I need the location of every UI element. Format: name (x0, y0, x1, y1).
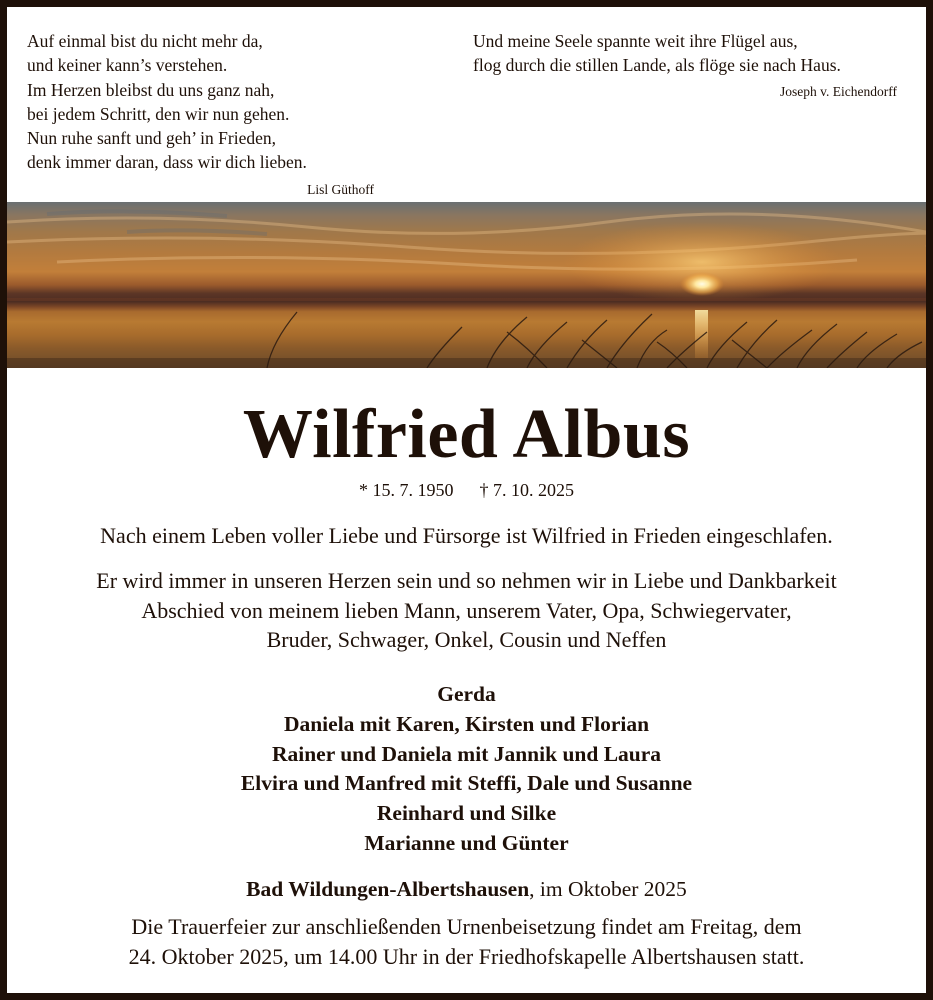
farewell-text (7, 566, 926, 655)
place-and-date (7, 876, 926, 903)
poem-line: denk immer daran, dass wir dich lieben. (27, 152, 307, 173)
poem-line: Im Herzen bleibst du uns ganz nah, (27, 79, 275, 100)
family-member: Elvira und Manfred mit Steffi, Dale und Susanne (240, 771, 693, 796)
place-location: Bad Wildungen-Albertshausen (246, 877, 530, 901)
funeral-line: 24. Oktober 2025, um 14.00 Uhr in der Friedhofskapelle Albertshausen statt. (128, 944, 805, 969)
poem-line: Auf einmal bist du nicht mehr da, (27, 31, 263, 51)
funeral-line: Die Trauerfeier zur anschließenden Urnenbeisetzung findet am Freitag, dem (131, 914, 802, 939)
farewell-line: Bruder, Schwager, Onkel, Cousin und Neffen (266, 627, 667, 652)
intro-line: Nach einem Leben voller Liebe und Fürsorge ist Wilfried in Frieden eingeschlafen. (100, 523, 833, 548)
poem-line: Und meine Seele spannte weit ihre Flügel aus, (473, 31, 798, 51)
family-member: Reinhard und Silke (376, 801, 557, 826)
life-dates (7, 479, 926, 501)
death-date: † 7. 10. 2025 (479, 480, 574, 500)
farewell-line: Er wird immer in unseren Herzen sein und so nehmen wir in Liebe und Dankbarkeit (96, 568, 837, 593)
poem-line: flog durch die stillen Lande, als flöge sie nach Haus. (473, 55, 841, 76)
place-date: , im Oktober 2025 (529, 877, 687, 901)
deceased-name: Wilfried Albus (242, 396, 691, 473)
poem-line: bei jedem Schritt, den wir nun gehen. (27, 103, 290, 124)
family-list (7, 680, 926, 859)
farewell-line: Abschied von meinem lieben Mann, unserem Vater, Opa, Schwiegervater, (141, 597, 792, 623)
poem-right (473, 29, 913, 104)
family-member: Marianne und Günter (364, 830, 569, 855)
family-member: Daniela mit Karen, Kirsten und Florian (283, 711, 650, 736)
funeral-info (7, 912, 926, 972)
poem-line: und keiner kann’s verstehen. (27, 55, 228, 76)
family-member: Rainer und Daniela mit Jannik und Laura (271, 741, 662, 766)
sunset-image-icon (7, 202, 926, 368)
birth-date: * 15. 7. 1950 (359, 480, 454, 500)
poem-author: Joseph v. Eichendorff (780, 83, 897, 99)
poem-author: Lisl Güthoff (307, 181, 374, 197)
intro-text (7, 521, 926, 551)
obituary-notice (7, 7, 926, 993)
family-member: Gerda (437, 682, 496, 706)
sunset-photo (7, 202, 926, 368)
poem-line: Nun ruhe sanft und geh’ in Frieden, (27, 128, 276, 149)
poem-left (27, 29, 374, 202)
